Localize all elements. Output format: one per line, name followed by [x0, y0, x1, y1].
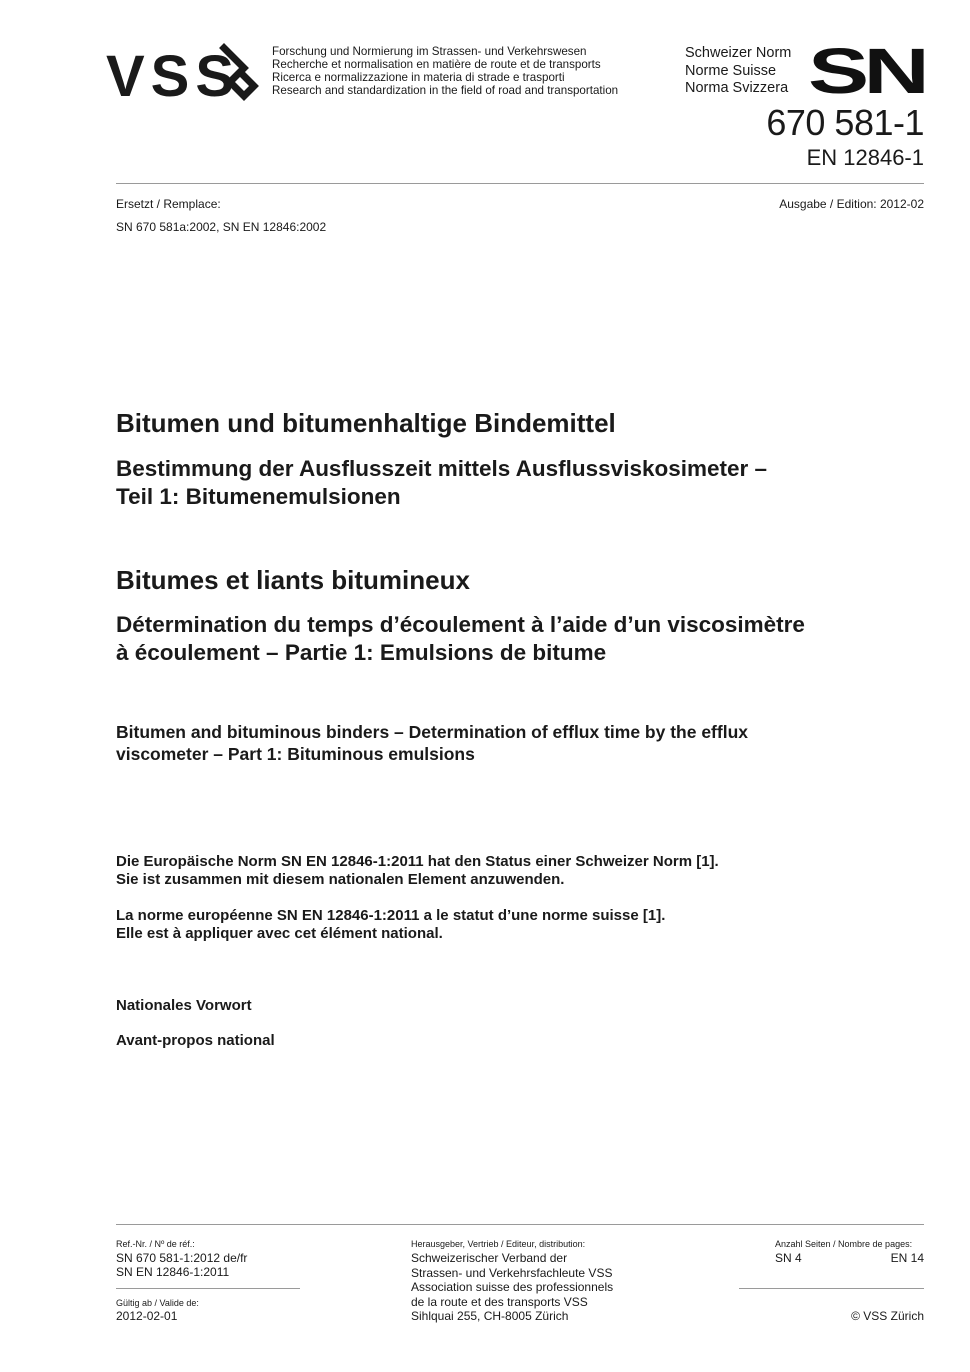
ref-number-2: SN EN 12846-1:2011: [116, 1265, 230, 1279]
replaces-value: SN 670 581a:2002, SN EN 12846:2002: [116, 220, 327, 234]
subtitle-fr-line-2: à écoulement – Partie 1: Emulsions de bitume: [116, 640, 607, 665]
org-line-it: Ricerca e normalizzazione in materia di strade e trasporti: [272, 71, 565, 84]
title-en-line-1: Bitumen and bituminous binders – Determination of efflux time by the efflux: [116, 722, 748, 742]
publisher-label: Herausgeber, Vertrieb / Editeur, distribution:: [411, 1239, 586, 1249]
org-line-fr: Recherche et normalisation en matière de route et de transports: [272, 58, 601, 71]
title-fr: Bitumes et liants bitumineux: [116, 565, 470, 595]
subtitle-fr: [116, 611, 946, 667]
organization-description: [272, 45, 618, 97]
footer-divider: [116, 1224, 924, 1225]
publisher-line: de la route et des transports VSS: [411, 1294, 588, 1309]
sn-name-it: Norma Svizzera: [685, 80, 789, 96]
sn-logo-text: SN: [808, 44, 924, 96]
foreword-fr: Avant-propos national: [116, 1032, 275, 1049]
publisher-line: Strassen- und Verkehrsfachleute VSS: [411, 1265, 613, 1280]
subtitle-de-line-1: Bestimmung der Ausflusszeit mittels Ausflussviskosimeter –: [116, 456, 768, 481]
title-en-line-2: viscometer – Part 1: Bituminous emulsions: [116, 744, 475, 764]
ref-number-1: SN 670 581-1:2012 de/fr: [116, 1251, 248, 1265]
copyright: © VSS Zürich: [851, 1309, 924, 1323]
status-statement-de-line-2: Sie ist zusammen mit diesem nationalen Element anzuwenden.: [116, 871, 565, 888]
subtitle-de: [116, 455, 926, 511]
title-de: Bitumen und bitumenhaltige Bindemittel: [116, 408, 616, 438]
replaces-label: Ersetzt / Remplace:: [116, 197, 221, 211]
pages-sn: SN 4: [775, 1251, 802, 1265]
swiss-norm-names: [685, 45, 791, 98]
status-statement-fr-line-1: La norme européenne SN EN 12846-1:2011 a le statut d’une norme suisse [1].: [116, 907, 666, 924]
publisher-line: Sihlquai 255, CH-8005 Zürich: [411, 1309, 569, 1323]
subtitle-de-line-2: Teil 1: Bitumenemulsionen: [116, 484, 401, 509]
org-line-en: Research and standardization in the field of road and transportation: [272, 84, 619, 97]
footer-right-divider: [739, 1288, 924, 1289]
standard-number: 670 581-1: [766, 102, 924, 143]
org-line-de: Forschung und Normierung im Strassen- und Verkehrswesen: [272, 45, 587, 58]
publisher-address: [411, 1251, 613, 1324]
sn-name-fr: Norme Suisse: [685, 62, 777, 79]
edition: Ausgabe / Edition: 2012-02: [779, 197, 924, 211]
status-statement-fr: [116, 907, 896, 943]
ref-label: Ref.-Nr. / Nº de réf.:: [116, 1239, 195, 1249]
header-divider: [116, 183, 924, 184]
pages-en: EN 14: [890, 1251, 924, 1265]
publisher-line: Schweizerischer Verband der: [411, 1251, 568, 1265]
status-statement-fr-line-2: Elle est à appliquer avec cet élément national.: [116, 925, 443, 942]
valid-value: 2012-02-01: [116, 1309, 178, 1323]
pages-label: Anzahl Seiten / Nombre de pages:: [775, 1239, 913, 1249]
subtitle-fr-line-1: Détermination du temps d’écoulement à l’aide d’un viscosimètre: [116, 612, 805, 637]
vss-logo-text: VSS: [106, 44, 241, 104]
footer-left-divider: [116, 1288, 300, 1289]
publisher-line: Association suisse des professionnels: [411, 1280, 614, 1294]
title-en: [116, 721, 876, 765]
sn-logo: [806, 44, 926, 96]
vss-logo: [106, 42, 266, 104]
status-statement-de-line-1: Die Europäische Norm SN EN 12846-1:2011 hat den Status einer Schweizer Norm [1].: [116, 853, 719, 870]
valid-label: Gültig ab / Valide de:: [116, 1298, 199, 1308]
en-standard-number: EN 12846-1: [806, 145, 924, 170]
status-statement-de: [116, 853, 896, 889]
sn-name-de: Schweizer Norm: [685, 45, 792, 61]
foreword-de: Nationales Vorwort: [116, 997, 252, 1014]
